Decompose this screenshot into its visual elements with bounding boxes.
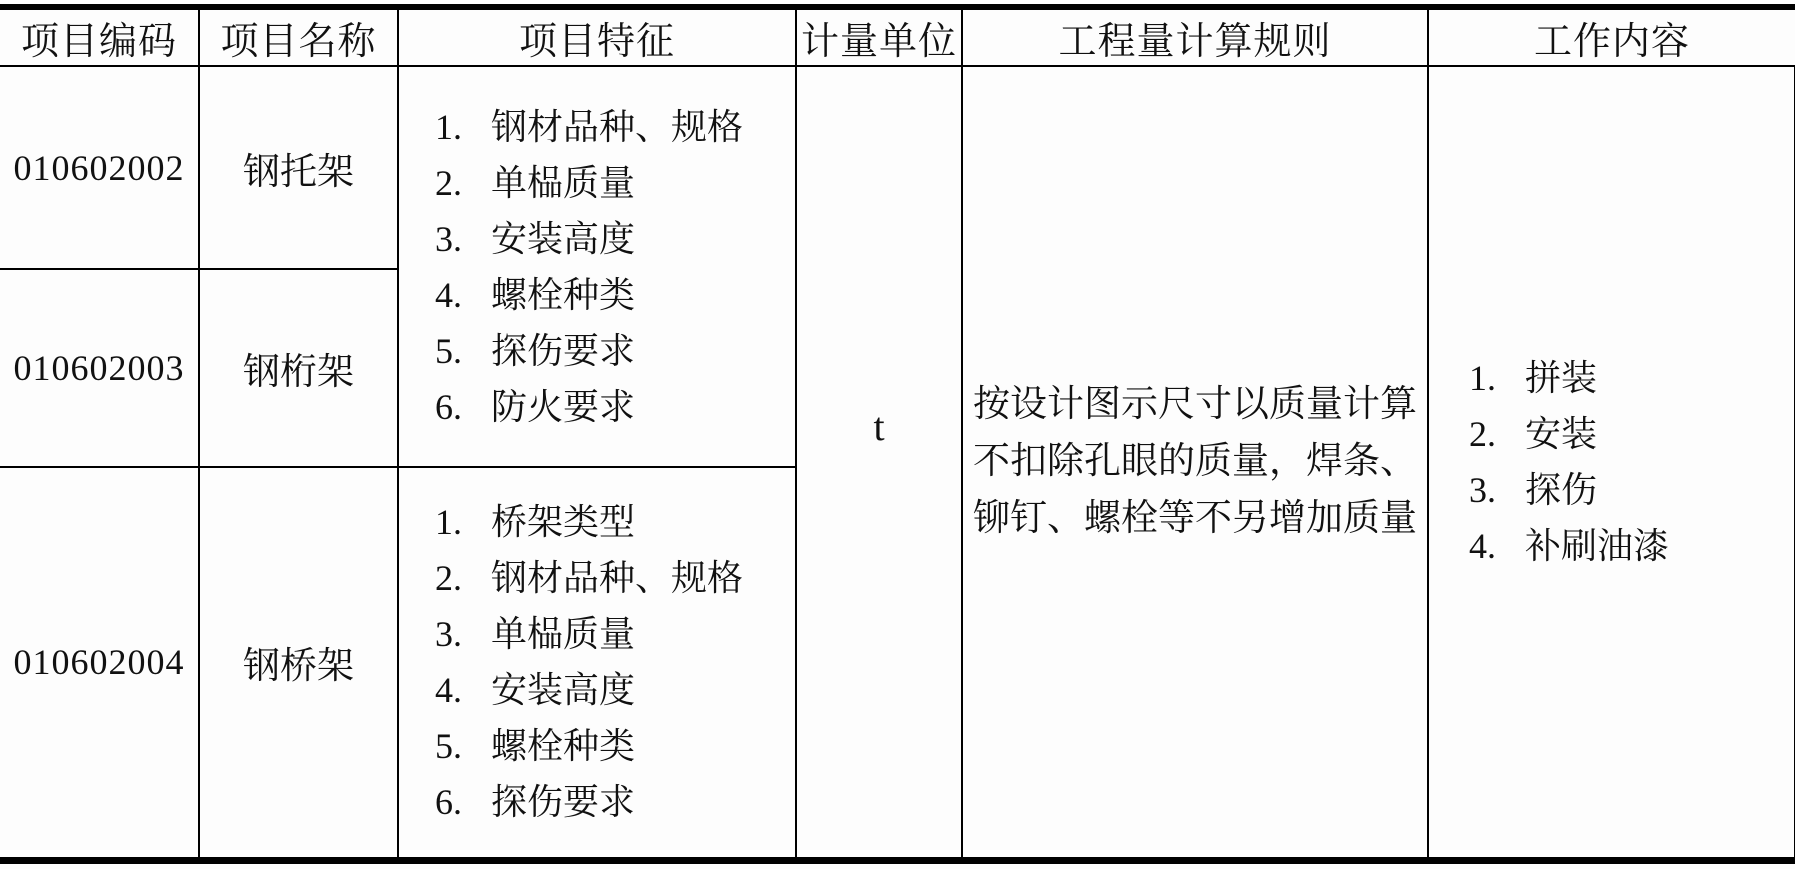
list-item-number: 4. (435, 274, 462, 315)
list-item-text: 探伤要求 (491, 782, 636, 823)
list-item (435, 211, 795, 267)
list-item-number: 2. (1469, 413, 1496, 454)
list-item-number: 3. (435, 614, 462, 655)
list-item-text: 探伤 (1525, 469, 1598, 510)
list-item-text: 螺栓种类 (491, 726, 636, 767)
list-item-text: 补刷油漆 (1525, 525, 1670, 566)
list-item (435, 99, 795, 155)
list-item-text: 安装高度 (491, 670, 636, 711)
list-item-text: 单榀质量 (491, 162, 636, 203)
list-item-number: 2. (435, 162, 462, 203)
list-item: 按设计图示尺寸以质量计算 (973, 384, 1417, 426)
header-project-features: 项目特征 (398, 7, 796, 66)
list-item (1469, 462, 1794, 518)
list-item-number: 5. (435, 726, 462, 767)
code-cell: 010602004 (0, 467, 199, 860)
list-item (435, 662, 795, 718)
list-item-text: 探伤要求 (491, 330, 636, 371)
list-item-text: 钢材品种、规格 (491, 106, 744, 147)
list-item (1469, 518, 1794, 574)
code-cell: 010602002 (0, 66, 199, 269)
list-item-number: 3. (1469, 469, 1496, 510)
list-item (435, 718, 795, 774)
list-item-text: 螺栓种类 (491, 274, 636, 315)
list-item: 不扣除孔眼的质量，焊条、 (973, 441, 1417, 483)
list-item-text: 桥架类型 (491, 502, 636, 543)
unit-cell: t (796, 66, 962, 860)
header-project-name: 项目名称 (199, 7, 398, 66)
list-item-number: 4. (1469, 525, 1496, 566)
header-project-code: 项目编码 (0, 7, 199, 66)
work-content-cell (1428, 66, 1795, 860)
rule-cell (962, 66, 1428, 860)
table-row-010602002 (0, 66, 1795, 269)
header-calc-rule: 工程量计算规则 (962, 7, 1428, 66)
list-item: 铆钉、螺栓等不另增加质量 (973, 498, 1417, 540)
list-item-text: 安装 (1525, 413, 1598, 454)
list-item (435, 774, 795, 830)
list-item-text: 安装高度 (491, 218, 636, 259)
list-item (435, 494, 795, 550)
list-item-text: 钢材品种、规格 (491, 558, 744, 599)
quantity-spec-table (0, 4, 1795, 864)
name-cell: 钢桥架 (199, 467, 398, 860)
list-item (435, 323, 795, 379)
list-item (435, 606, 795, 662)
list-item (1469, 406, 1794, 462)
list-item (435, 379, 795, 435)
list-item-number: 1. (1469, 357, 1496, 398)
list-item-number: 4. (435, 670, 462, 711)
header-unit: 计量单位 (796, 7, 962, 66)
list-item (435, 550, 795, 606)
list-item-number: 3. (435, 218, 462, 259)
features-cell-a (398, 66, 796, 467)
features-cell-b (398, 467, 796, 860)
list-item (435, 267, 795, 323)
list-item-number: 1. (435, 502, 462, 543)
list-item-text: 拼装 (1525, 357, 1598, 398)
list-item-number: 1. (435, 106, 462, 147)
list-item-number: 5. (435, 330, 462, 371)
list-item-number: 6. (435, 782, 462, 823)
list-item (1469, 350, 1794, 406)
list-item (435, 155, 795, 211)
list-item-text: 防火要求 (491, 386, 636, 427)
name-cell: 钢托架 (199, 66, 398, 269)
header-work-content: 工作内容 (1428, 7, 1795, 66)
list-item-number: 6. (435, 386, 462, 427)
list-item-number: 2. (435, 558, 462, 599)
header-row (0, 7, 1795, 66)
list-item-text: 单榀质量 (491, 614, 636, 655)
name-cell: 钢桁架 (199, 269, 398, 467)
code-cell: 010602003 (0, 269, 199, 467)
